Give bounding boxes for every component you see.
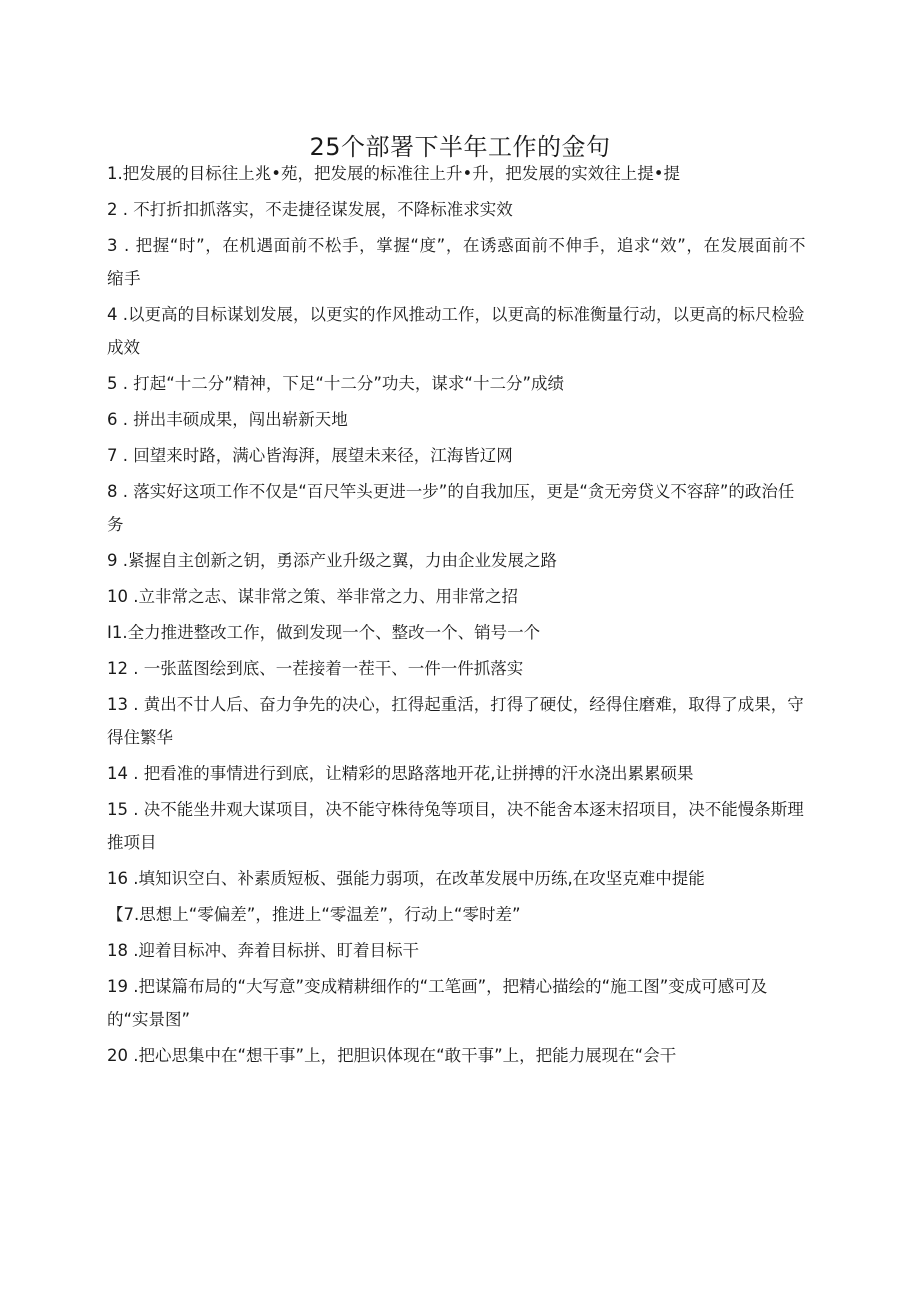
quote-item-5: 5 . 打起“十二分”精神，下足“十二分”功夫，谋求“十二分”成绩 (107, 374, 565, 393)
quote-item-19: 19 .把谋篇布局的“大写意”变成精耕细作的“工笔画”，把精心描绘的“施工图”变成可感可及的“实景图” (107, 977, 768, 1029)
quote-item-2: 2 . 不打折扣抓落实，不走捷径谋发展，不降标准求实效 (107, 200, 513, 219)
quote-item-17: 【7.思想上“零偏差”，推进上“零温差”，行动上“零时差” (107, 905, 521, 924)
quote-item-8: 8 . 落实好这项工作不仅是“百尺竿头更进一步”的自我加压，更是“贪无旁贷义不容辞”的政治任务 (107, 482, 795, 534)
quote-item-4: 4 .以更高的目标谋划发展，以更实的作风推动工作，以更高的标准衡量行动，以更高的标尺检验成效 (107, 305, 805, 357)
quote-item-13: 13 . 黄出不廿人后、奋力争先的决心，扛得起重活，打得了硬仗，经得住磨难，取得了成果，守得住繁华 (107, 695, 804, 747)
quote-item-7: 7 . 回望来时路，满心皆海湃，展望未来径，江海皆辽网 (107, 446, 513, 465)
quote-item-12: 12 . 一张蓝图绘到底、一茬接着一茬干、一件一件抓落实 (107, 659, 524, 678)
quote-item-9: 9 .紧握自主创新之钥，勇添产业升级之翼，力由企业发展之路 (107, 551, 557, 570)
quote-item-20: 20 .把心思集中在“想干事”上，把胆识体现在“敢干事”上，把能力展现在“会干 (107, 1046, 677, 1065)
quote-item-18: 18 .迎着目标冲、奔着目标拼、盯着目标干 (107, 941, 419, 960)
quote-item-10: 10 .立非常之志、谋非常之策、举非常之力、用非常之招 (107, 587, 518, 606)
quote-list (107, 157, 807, 1075)
quote-item-3: 3 . 把握“时”，在机遇面前不松手，掌握“度”，在诱惑面前不伸手，追求“效”，在发展面前不缩手 (107, 236, 807, 288)
quote-item-14: 14 . 把看准的事情进行到底，让精彩的思路落地开花,让拼搏的汗水浇出累累硕果 (107, 764, 694, 783)
quote-item-1: 1.把发展的目标往上兆•苑，把发展的标准往上升•升，把发展的实效往上提•提 (107, 164, 680, 183)
quote-item-6: 6 . 拼出丰硕成果，闯出崭新天地 (107, 410, 348, 429)
quote-item-11: I1.全力推进整改工作，做到发现一个、整改一个、销号一个 (107, 623, 541, 642)
document-title: 25个部署下半年工作的金句 (309, 133, 611, 162)
quote-item-15: 15 . 决不能坐井观大谋项目，决不能守株待兔等项目，决不能舍本逐末招项目，决不能慢条斯理推项目 (107, 800, 804, 852)
quote-item-16: 16 .填知识空白、补素质短板、强能力弱项，在改革发展中历练,在攻坚克难中提能 (107, 869, 705, 888)
